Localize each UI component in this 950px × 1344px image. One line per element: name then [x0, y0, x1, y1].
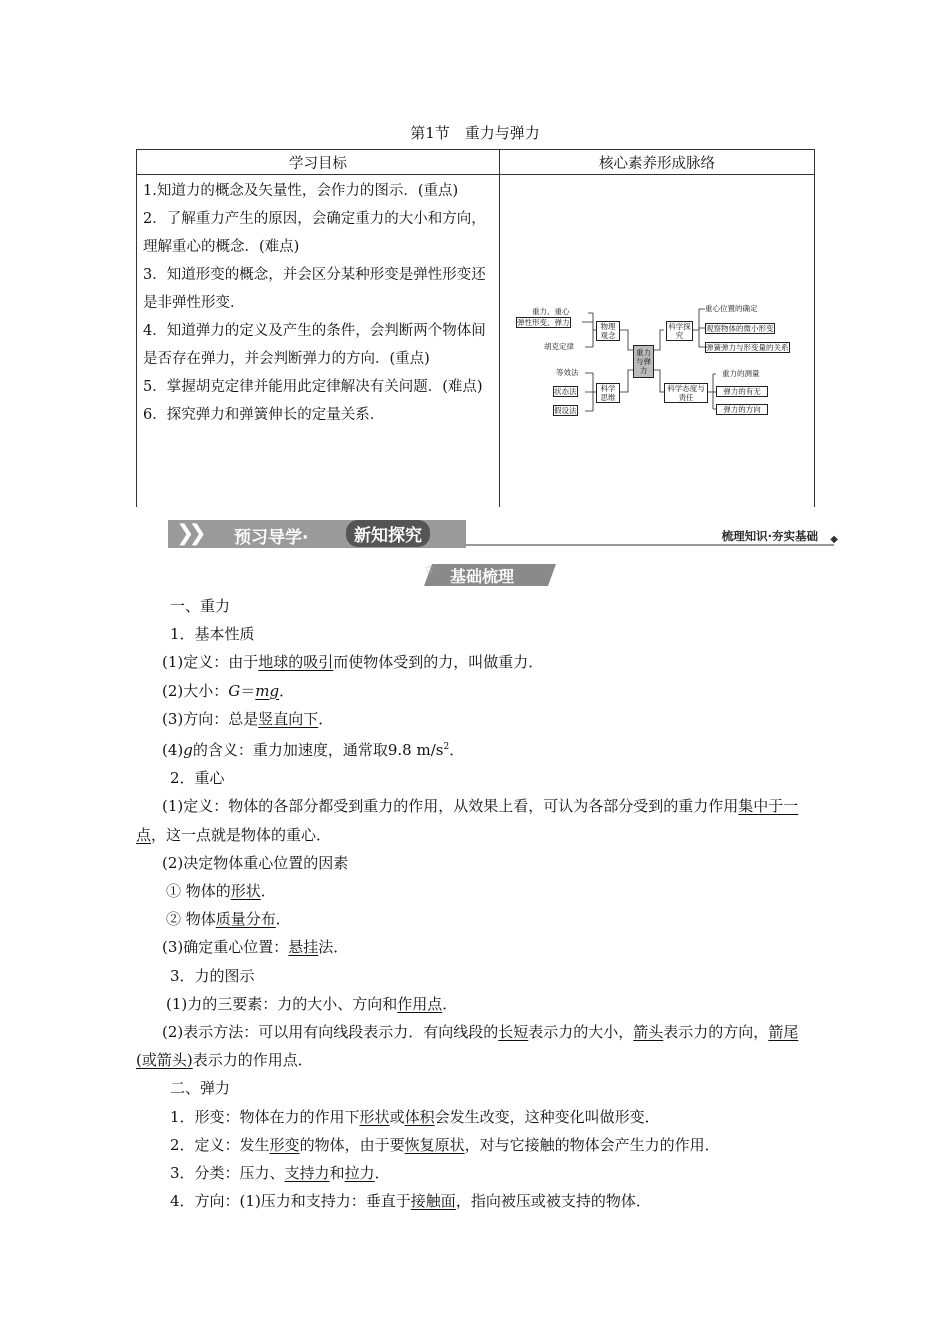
goal-item: 6．探究弹力和弹簧伸长的定量关系．	[143, 407, 385, 423]
paragraph: (1)定义：由于地球的吸引而使物体受到的力，叫做重力．	[162, 653, 544, 672]
right-top-item: 重心位置的确定	[705, 304, 758, 313]
paragraph: (4)g的含义：重力加速度，通常取9.8 $m/s^2$．	[162, 741, 465, 760]
left-top-item: 胡克定律	[544, 342, 574, 351]
mindmap-cell	[500, 175, 815, 508]
underlined-term: 接触面	[410, 1192, 456, 1211]
banner-line	[466, 544, 834, 546]
paragraph: (3)方向：总是竖直向下．	[162, 709, 334, 728]
subsection-heading: 2．重心	[170, 769, 225, 788]
right-bottom-group: 科学态度与责任	[664, 383, 708, 403]
subsection-heading: 1．基本性质	[170, 625, 255, 644]
underlined-term: mg	[255, 681, 280, 700]
paragraph: (1)定义：物体的各部分都受到重力的作用，从效果上看，可认为各部分受到的重力作用集中于一点，这一点就是物体的重心．	[136, 797, 799, 844]
underlined-term: 支持力	[284, 1164, 330, 1183]
paragraph: (2)表示方法：可以用有向线段表示力．有向线段的长短表示力的大小，箭头表示力的方向，箭尾(或箭头)表示力的作用点．	[136, 1023, 799, 1070]
paragraph: ② 物体质量分布．	[166, 910, 291, 929]
underlined-term: 体积	[404, 1107, 435, 1126]
underlined-term: 箭尾(或箭头)	[136, 1023, 799, 1070]
subheading-tag	[424, 562, 560, 588]
paragraph: 1．形变：物体在力的作用下形状或体积会发生改变，这种变化叫做形变．	[170, 1107, 660, 1126]
paragraph: (1)力的三要素：力的大小、方向和作用点．	[166, 994, 458, 1013]
paragraph: 3．分类：压力、支持力和拉力．	[170, 1164, 390, 1183]
underlined-term: 形状	[359, 1107, 390, 1126]
left-bottom-group: 科学思维	[596, 383, 620, 403]
objectives-table	[136, 149, 815, 507]
paragraph: (2)大小：G＝mg．	[162, 681, 295, 700]
double-chevron-icon: ❯❯	[176, 521, 201, 546]
goal-item: 3．知道形变的概念，并会区分某种形变是弹性形变还是非弹性形变．	[143, 267, 486, 311]
goal-item: 4．知道弹力的定义及产生的条件，会判断两个物体间是否存在弹力，并会判断弹力的方向．(重点)	[143, 323, 486, 367]
left-bottom-item: 状态法	[554, 387, 577, 396]
underlined-term: 箭头	[633, 1023, 664, 1042]
right-bottom-item: 弹力的方向	[716, 404, 768, 415]
mindmap	[500, 175, 814, 507]
banner-highlight: 新知探究	[346, 520, 430, 547]
paragraph: 2．定义：发生形变的物体，由于要恢复原状，对与它接触的物体会产生力的作用．	[170, 1135, 720, 1154]
paragraph: (3)确定重心位置：悬挂法．	[162, 938, 349, 957]
banner-right-label: 梳理知识·夯实基础	[721, 529, 818, 543]
left-bottom-item: 假设法	[554, 406, 577, 415]
underlined-term: 拉力	[344, 1164, 375, 1183]
goal-item: 5．掌握胡克定律并能用此定律解决有关问题．(难点)	[143, 379, 483, 395]
subsection-heading: 3．力的图示	[170, 966, 255, 985]
section-heading: 一、重力	[170, 597, 231, 615]
right-top-item: 观察物体的微小形变	[706, 324, 774, 333]
banner-main: 预习导学·	[234, 528, 309, 548]
section-banner	[168, 518, 840, 550]
learning-goals-cell	[137, 175, 500, 508]
underlined-term: 竖直向下	[258, 709, 319, 728]
subheading: 基础梳理	[450, 567, 515, 586]
star-icon: ☆	[424, 562, 435, 576]
left-top-item: 重力、重心	[532, 307, 570, 316]
underlined-term: 集中于一点	[136, 797, 799, 844]
mindmap-center: 重力与弹力	[633, 345, 654, 378]
goal-item: 2．了解重力产生的原因，会确定重力的大小和方向，理解重心的概念．(难点)	[143, 211, 486, 255]
right-bottom-item: 弹力的有无	[716, 386, 768, 397]
content-body	[136, 592, 816, 1215]
underlined-term: 恢复原状	[404, 1135, 465, 1154]
paragraph: ① 物体的形状．	[166, 882, 276, 901]
underlined-term: 地球的吸引	[258, 653, 334, 672]
underlined-term: 形状	[230, 882, 261, 901]
underlined-term: 长短	[498, 1023, 529, 1042]
right-top-group: 科学探究	[666, 321, 693, 341]
paragraph: (2)决定物体重心位置的因素	[162, 853, 349, 872]
underlined-term: 形变	[269, 1135, 300, 1154]
right-top-item: 弹簧弹力与形变量的关系	[706, 343, 789, 352]
left-top-item: 弹性形变、弹力	[517, 318, 570, 327]
paragraph: 4．方向：(1)压力和支持力：垂直于接触面，指向被压或被支持的物体．	[170, 1192, 651, 1211]
underlined-term: 质量分布	[215, 910, 276, 929]
diamond-icon: ◆	[830, 534, 838, 545]
page-title: 第1节 重力与弹力	[410, 124, 540, 142]
underlined-term: 悬挂	[288, 938, 319, 957]
right-bottom-item: 重力的测量	[722, 369, 760, 378]
section-heading: 二、弹力	[170, 1079, 231, 1098]
core-literacy-header: 核心素养形成脉络	[500, 150, 815, 175]
goal-item: 1.知道力的概念及矢量性，会作力的图示．(重点)	[143, 183, 459, 199]
left-top-group: 物理观念	[596, 321, 620, 341]
learning-goals-header: 学习目标	[137, 150, 500, 175]
underlined-term: 作用点	[397, 994, 443, 1013]
mindmap-connectors	[500, 175, 814, 507]
left-bottom-item: 等效法	[556, 368, 579, 377]
